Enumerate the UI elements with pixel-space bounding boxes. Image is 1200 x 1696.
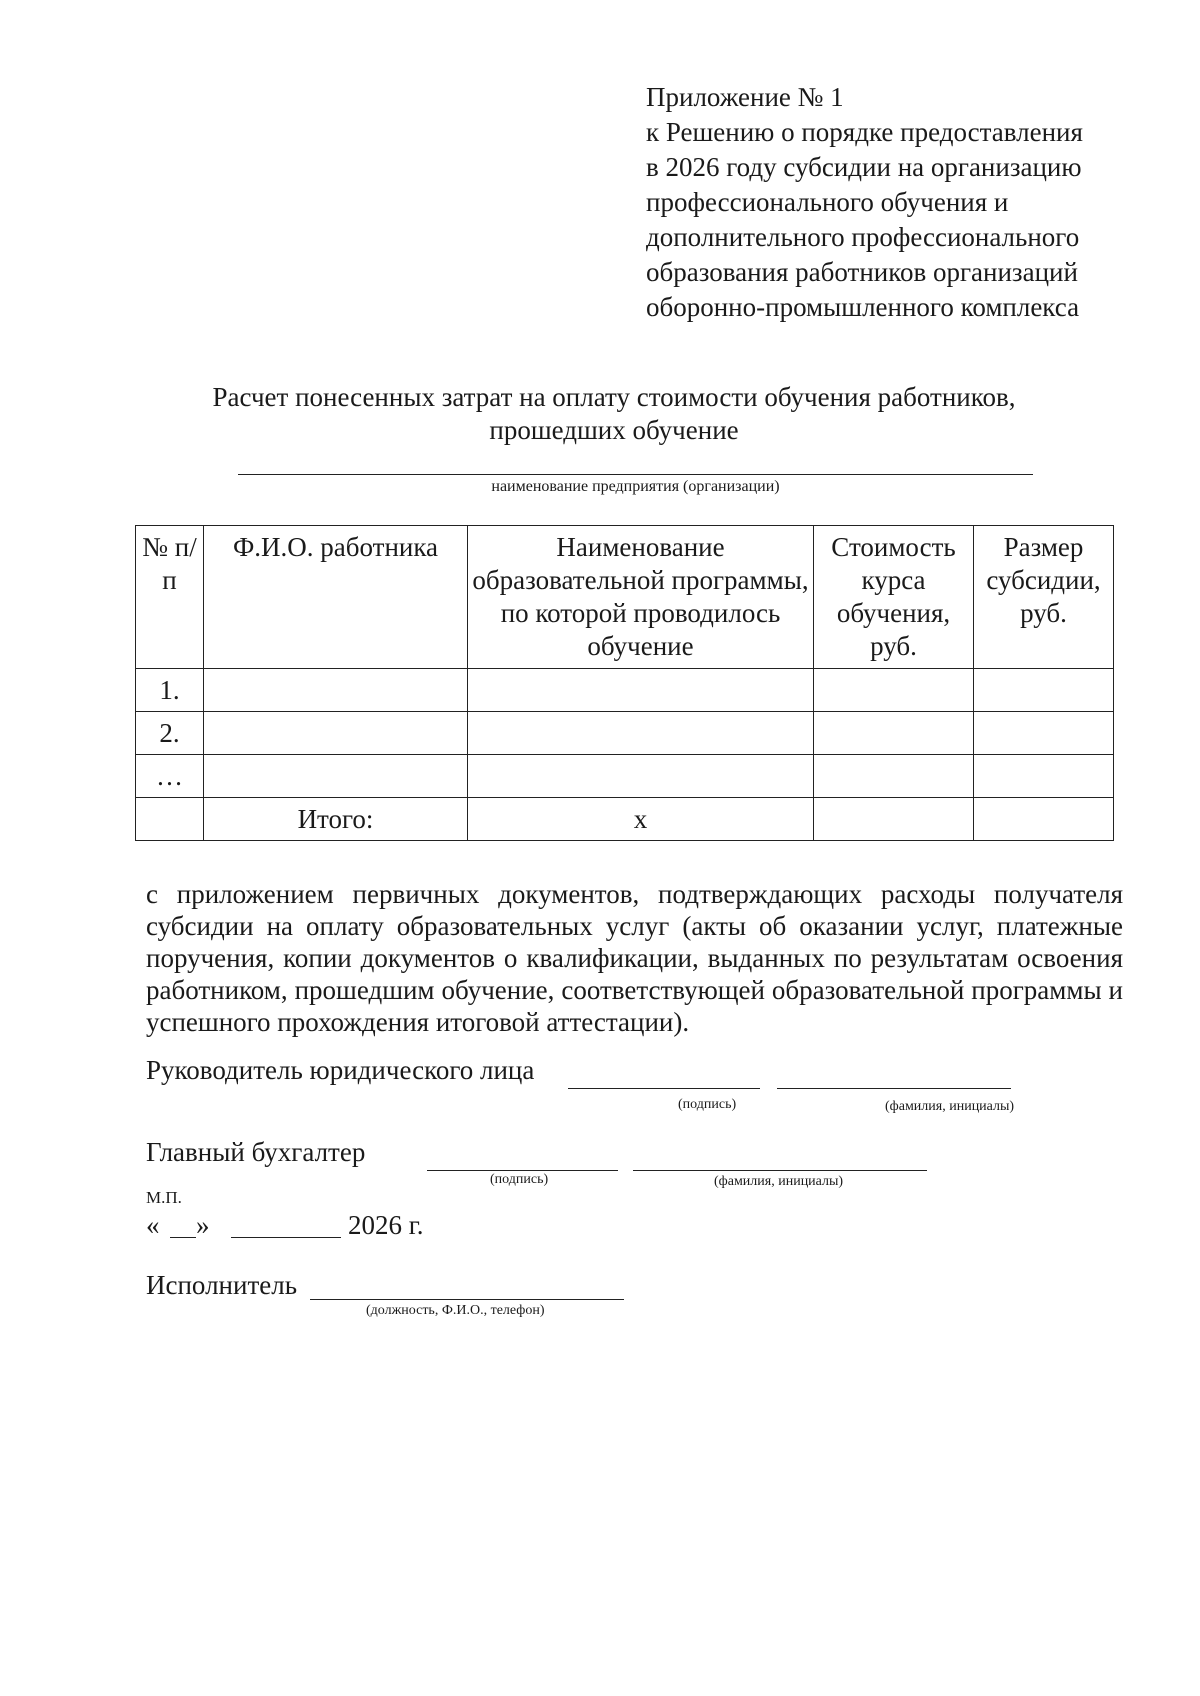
head-label: Руководитель юридического лица: [146, 1055, 535, 1085]
date-month-line: [231, 1237, 341, 1238]
date-open-quote: «: [146, 1210, 160, 1240]
header-course-cost: Стоимость курса обучения, руб.: [814, 526, 974, 669]
cost-cell: [814, 669, 974, 712]
program-cell: [468, 669, 814, 712]
table-header-row: [136, 526, 1114, 669]
table-row: [136, 712, 1114, 755]
executor-caption: (должность, Ф.И.О., телефон): [366, 1303, 545, 1318]
table-row: [136, 755, 1114, 798]
appendix-line: в 2026 году субсидии на организацию: [646, 152, 1082, 182]
header-subsidy-amount: Размер субсидии, руб.: [974, 526, 1114, 669]
accountant-name-line: [633, 1170, 927, 1171]
appendix-line: Приложение № 1: [646, 82, 844, 112]
appendix-header: [646, 80, 1083, 325]
appendix-line: к Решению о порядке предоставления: [646, 117, 1083, 147]
accountant-signature-line: [427, 1170, 618, 1171]
organization-name-line: [238, 474, 1033, 475]
total-subsidy-cell: [974, 798, 1114, 841]
executor-line: [310, 1299, 624, 1300]
table-row: [136, 669, 1114, 712]
head-signature-caption: (подпись): [678, 1097, 737, 1112]
row-number: [136, 798, 204, 841]
subsidy-cell: [974, 669, 1114, 712]
header-program-name: Наименование образовательной программы, по которой проводилось обучение: [468, 526, 814, 669]
cost-cell: [814, 755, 974, 798]
subsidy-cell: [974, 712, 1114, 755]
title-line-2: прошедших обучение: [489, 415, 739, 445]
title-line-1: Расчет понесенных затрат на оплату стоимости обучения работников,: [212, 382, 1016, 412]
program-cell: [468, 755, 814, 798]
accountant-name-caption: (фамилия, инициалы): [714, 1174, 844, 1189]
row-number: …: [136, 755, 204, 798]
subsidy-cell: [974, 755, 1114, 798]
header-employee-name: Ф.И.О. работника: [204, 526, 468, 669]
chief-accountant-label: Главный бухгалтер: [146, 1137, 366, 1167]
head-name-caption: (фамилия, инициалы): [885, 1099, 1015, 1114]
row-number: 1.: [136, 669, 204, 712]
organization-caption: наименование предприятия (организации): [491, 478, 780, 495]
expense-table: [135, 525, 1114, 841]
employee-cell: [204, 755, 468, 798]
seal-mark: М.П.: [146, 1188, 182, 1207]
head-signature-line: [568, 1088, 760, 1089]
head-name-line: [777, 1088, 1011, 1089]
row-number: 2.: [136, 712, 204, 755]
date-day-line: [170, 1237, 196, 1238]
total-label: Итого:: [204, 798, 468, 841]
table-total-row: [136, 798, 1114, 841]
header-number: № п/п: [136, 526, 204, 669]
cost-cell: [814, 712, 974, 755]
appendix-line: профессионального обучения и: [646, 187, 1009, 217]
attachment-paragraph: с приложением первичных документов, подтверждающих расходы получателя субсидии на оплату образовательных услуг (акты об оказании услуг, платежные поручения, копии документов о квалификации, выданных по результатам освоения работником, прошедшим обучение, соответствующей образовательной программы и успешного прохождения итоговой аттестации).: [146, 879, 1123, 1037]
document-title: [150, 381, 1078, 447]
executor-label: Исполнитель: [146, 1270, 298, 1300]
date-close-quote: »: [196, 1210, 210, 1240]
employee-cell: [204, 712, 468, 755]
appendix-line: образования работников организаций: [646, 257, 1078, 287]
program-cell: [468, 712, 814, 755]
total-program-mark: x: [468, 798, 814, 841]
total-cost-cell: [814, 798, 974, 841]
appendix-line: дополнительного профессионального: [646, 222, 1080, 252]
appendix-line: оборонно-промышленного комплекса: [646, 292, 1080, 322]
employee-cell: [204, 669, 468, 712]
accountant-signature-caption: (подпись): [490, 1172, 549, 1187]
date-year: 2026 г.: [348, 1210, 424, 1240]
